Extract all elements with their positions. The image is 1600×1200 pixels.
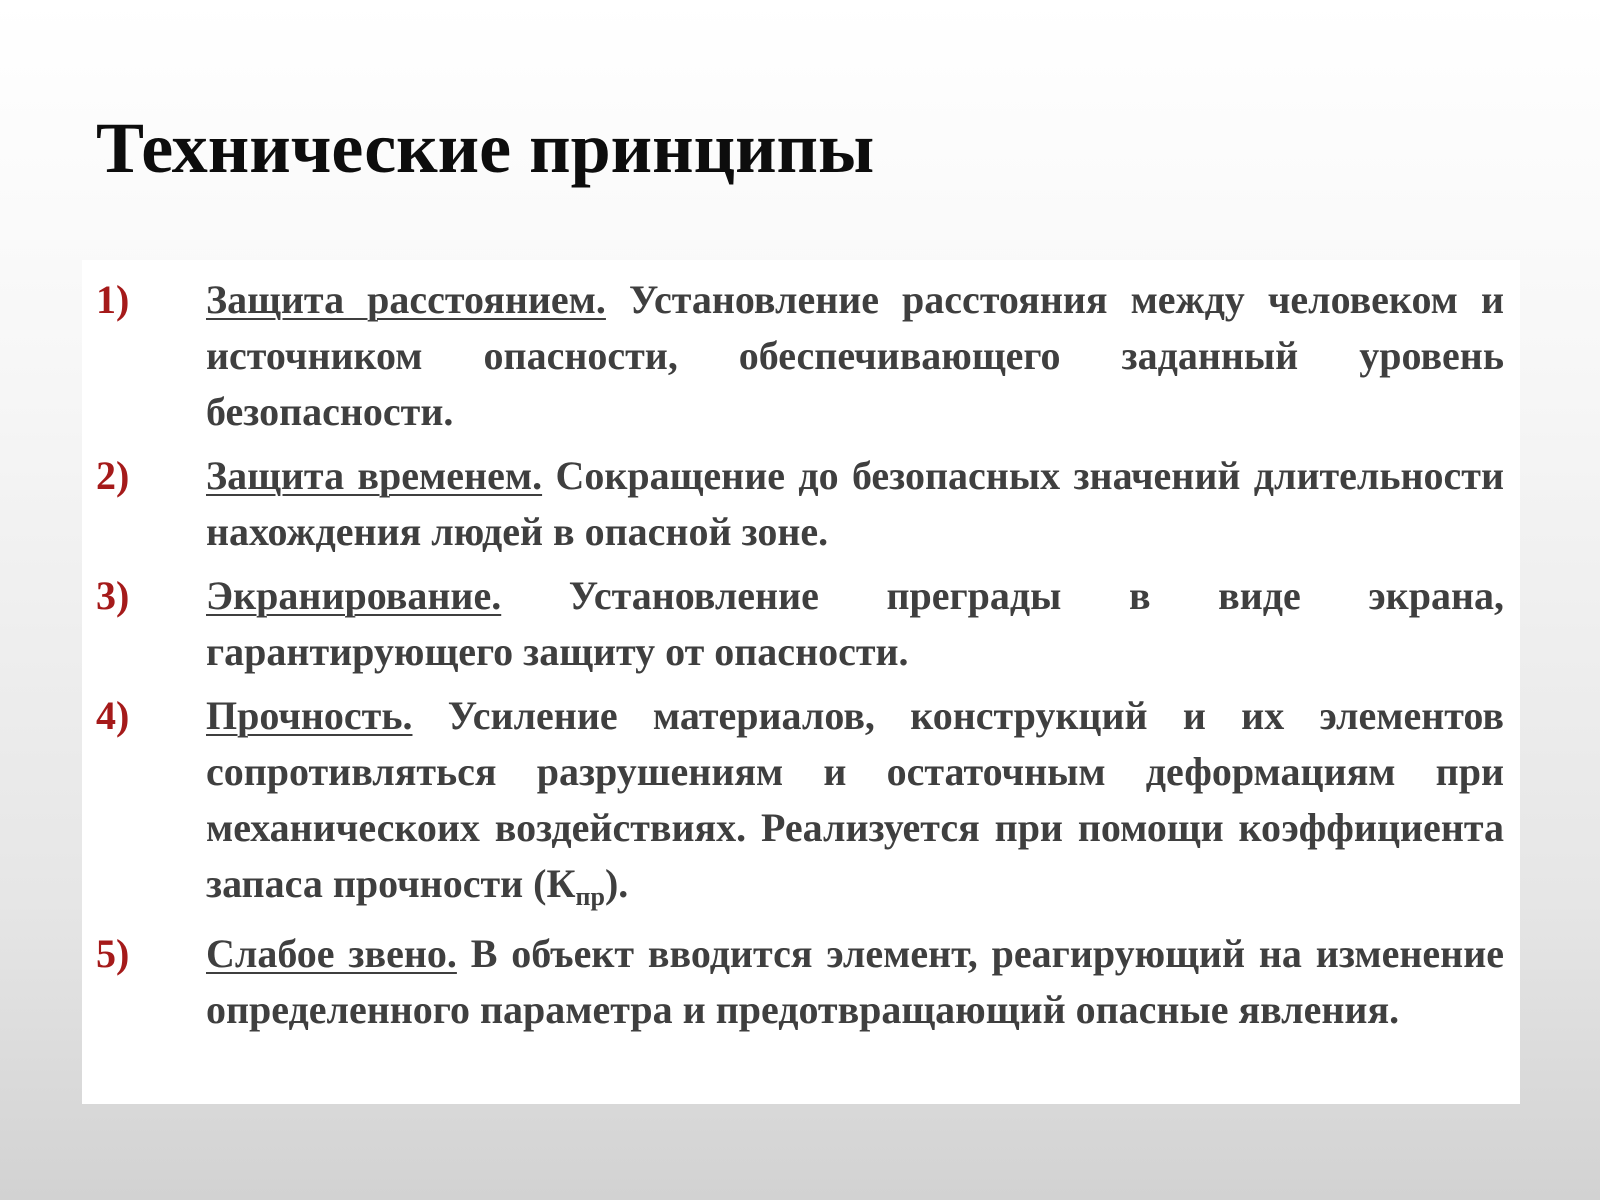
item-number: 5) xyxy=(96,931,130,976)
principles-list xyxy=(96,272,1504,1046)
principle-term: Защита расстоянием. xyxy=(206,277,606,322)
item-number: 2) xyxy=(96,453,130,498)
item-number: 1) xyxy=(96,277,130,322)
principle-item xyxy=(96,568,1504,680)
principle-description: Сокращение до безопасных значений длительности нахождения людей в опасной зоне. xyxy=(206,453,1504,554)
principle-description: Установление преграды в виде экрана, гарантирующего защиту от опасности. xyxy=(206,573,1504,674)
principle-description: Усиление материалов, конструкций и их элементов сопротивляться разрушениям и остаточным деформациям при механическоих воздействиях. Реализуется при помощи коэффициента запаса прочности (К xyxy=(206,693,1504,906)
principle-item xyxy=(96,688,1504,912)
principle-term: Защита временем. xyxy=(206,453,543,498)
item-number: 4) xyxy=(96,693,130,738)
principle-description: Установление расстояния между человеком и источником опасности, обеспечивающего заданный уровень безопасности. xyxy=(206,277,1504,434)
principle-item xyxy=(96,272,1504,440)
principle-item xyxy=(96,926,1504,1038)
principle-term: Экранирование. xyxy=(206,573,502,618)
principle-description-end: ). xyxy=(604,861,629,906)
subscript-pr: пр xyxy=(575,882,605,911)
principle-description: В объект вводится элемент, реагирующий на изменение определенного параметра и предотвращающий опасные явления. xyxy=(206,931,1504,1032)
principle-item xyxy=(96,448,1504,560)
principle-term: Слабое звено. xyxy=(206,931,457,976)
slide-title: Технические принципы xyxy=(96,108,875,188)
principle-term: Прочность. xyxy=(206,693,413,738)
item-number: 3) xyxy=(96,573,130,618)
